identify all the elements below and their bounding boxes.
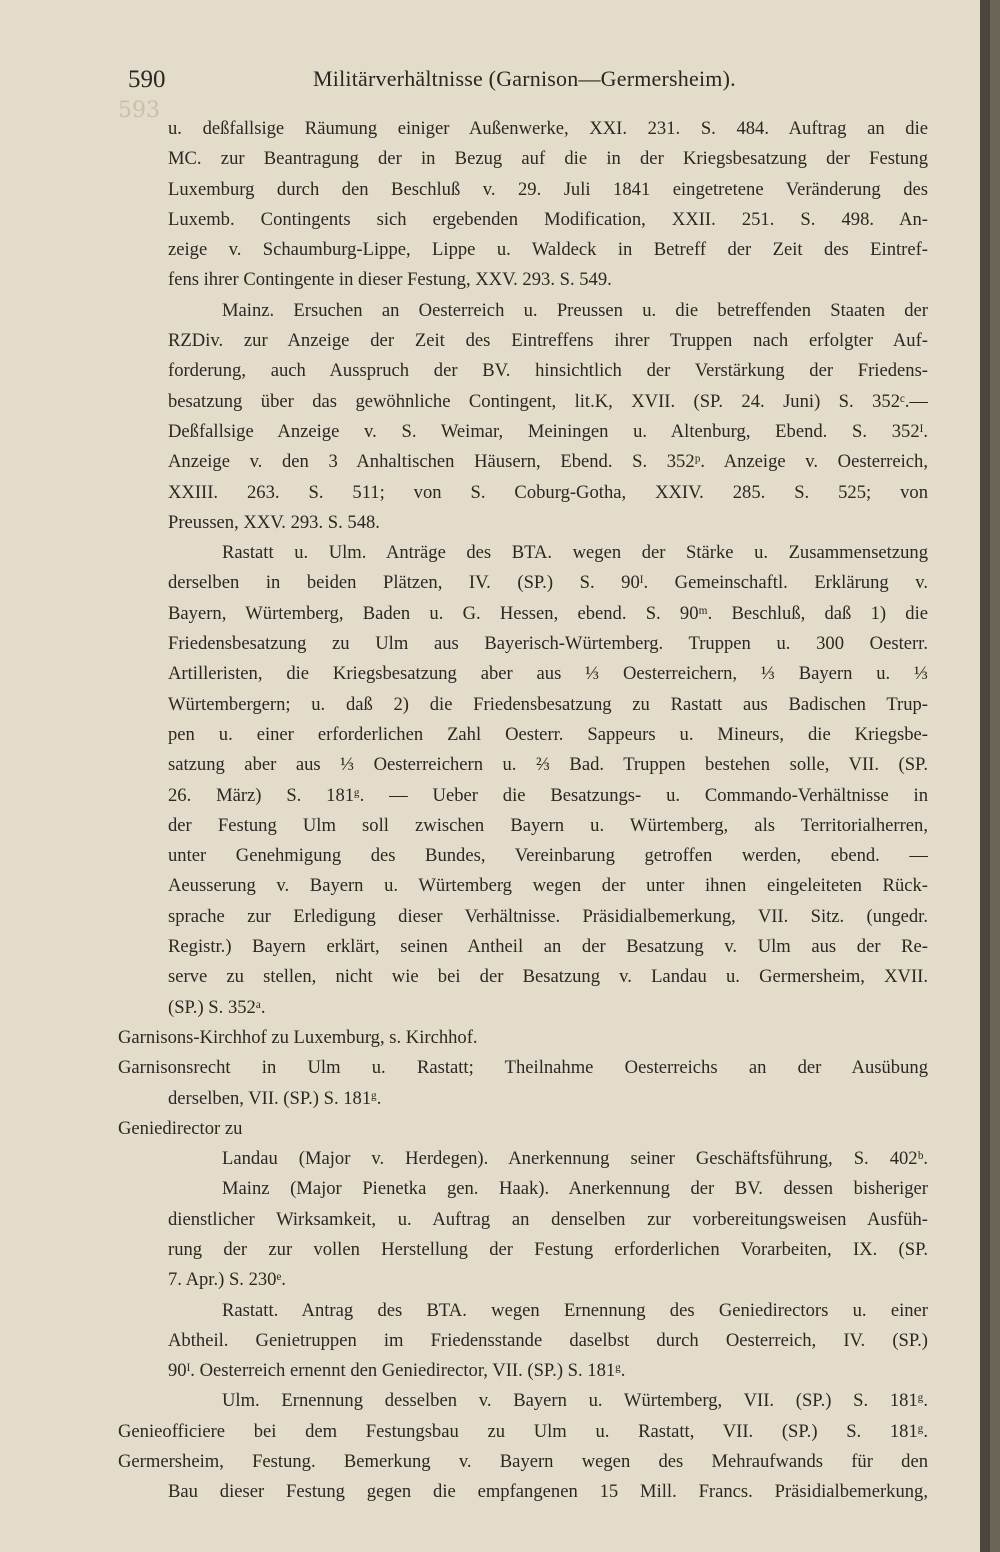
text-line: unter Genehmigung des Bundes, Vereinbarung getroffen werden, ebend. —	[168, 845, 928, 867]
text-line: 7. Apr.) S. 230ᵉ.	[168, 1269, 286, 1291]
subentry-ulm: Ulm. Ernennung desselben v. Bayern u. Würtemberg, VII. (SP.) S. 181ᵍ.	[222, 1390, 928, 1412]
text-line: Luxemburg durch den Beschluß v. 29. Juli 1841 eingetretene Veränderung des	[168, 178, 928, 200]
entry-rastatt-ulm: Rastatt u. Ulm. Anträge des BTA. wegen der Stärke u. Zusammensetzung	[222, 542, 928, 564]
text-line: XXIII. 263. S. 511; von S. Coburg-Gotha, XXIV. 285. S. 525; von	[168, 481, 928, 503]
text-line: Bau dieser Festung gegen die empfangenen 15 Mill. Francs. Präsidialbemerkung,	[168, 1481, 928, 1503]
text-line: fens ihrer Contingente in dieser Festung, XXV. 293. S. 549.	[168, 269, 612, 291]
text-line: serve zu stellen, nicht wie bei der Besatzung v. Landau u. Germersheim, XVII.	[168, 966, 928, 988]
text-line: satzung aber aus ⅓ Oesterreichern u. ⅔ Bad. Truppen bestehen solle, VII. (SP.	[168, 754, 928, 776]
entry-mainz: Mainz. Ersuchen an Oesterreich u. Preussen u. die betreffenden Staaten der	[222, 299, 928, 321]
text-line: dienstlicher Wirksamkeit, u. Auftrag an denselben zur vorbereitungsweisen Ausfüh-	[168, 1208, 928, 1230]
text-line: Registr.) Bayern erklärt, seinen Antheil an der Besatzung v. Ulm aus der Re-	[168, 936, 928, 958]
text-line: der Festung Ulm soll zwischen Bayern u. Würtemberg, als Territorialherren,	[168, 814, 928, 836]
text-line: pen u. einer erforderlichen Zahl Oesterr. Sappeurs u. Mineurs, die Kriegsbe-	[168, 723, 928, 745]
text-line: derselben, VII. (SP.) S. 181ᵍ.	[168, 1087, 382, 1109]
text-line: Luxemb. Contingents sich ergebenden Modification, XXII. 251. S. 498. An-	[168, 208, 928, 230]
page-number: 590	[128, 66, 166, 93]
text-line: rung der zur vollen Herstellung der Festung erforderlichen Vorarbeiten, IX. (SP.	[168, 1238, 928, 1260]
text-line: zeige v. Schaumburg-Lippe, Lippe u. Waldeck in Betreff der Zeit des Eintref-	[168, 239, 928, 261]
text-line: MC. zur Beantragung der in Bezug auf die in der Kriegsbesatzung der Festung	[168, 148, 928, 170]
text-line: Friedensbesatzung zu Ulm aus Bayerisch-Würtemberg. Truppen u. 300 Oesterr.	[168, 633, 928, 655]
page-edge-shadow	[980, 0, 990, 1552]
text-line: RZDiv. zur Anzeige der Zeit des Eintreffens ihrer Truppen nach erfolgter Auf-	[168, 330, 928, 352]
text-line: Deßfallsige Anzeige v. S. Weimar, Meiningen u. Altenburg, Ebend. S. 352ᴵ.	[168, 420, 928, 442]
text-line: Würtembergern; u. daß 2) die Friedensbesatzung zu Rastatt aus Badischen Trup-	[168, 693, 928, 715]
text-line: Abtheil. Genietruppen im Friedensstande daselbst durch Oesterreich, IV. (SP.)	[168, 1329, 928, 1351]
text-line: Anzeige v. den 3 Anhaltischen Häusern, Ebend. S. 352ᵖ. Anzeige v. Oesterreich,	[168, 451, 928, 473]
text-line: sprache zur Erledigung dieser Verhältnisse. Präsidialbemerkung, VII. Sitz. (ungedr.	[168, 905, 928, 927]
text-line: derselben in beiden Plätzen, IV. (SP.) S. 90ᴵ. Gemeinschaftl. Erklärung v.	[168, 572, 928, 594]
text-line: Artilleristen, die Kriegsbesatzung aber aus ⅓ Oesterreichern, ⅓ Bayern u. ⅓	[168, 663, 928, 685]
text-line: besatzung über das gewöhnliche Contingent, lit.K, XVII. (SP. 24. Juni) S. 352ᶜ.—	[168, 390, 928, 412]
entry-geniedirector: Geniedirector zu	[118, 1117, 243, 1139]
entry-garnisons-kirchhof: Garnisons-Kirchhof zu Luxemburg, s. Kirchhof.	[118, 1026, 478, 1048]
bleed-through-page-number: 593	[118, 98, 160, 123]
entry-genieofficiere: Genieofficiere bei dem Festungsbau zu Ulm u. Rastatt, VII. (SP.) S. 181ᵍ.	[118, 1420, 928, 1442]
text-line: Aeusserung v. Bayern u. Würtemberg wegen der unter ihnen eingeleiteten Rück-	[168, 875, 928, 897]
entry-garnisonsrecht: Garnisonsrecht in Ulm u. Rastatt; Theilnahme Oesterreichs an der Ausübung	[118, 1057, 928, 1079]
running-title: Militärverhältnisse (Garnison—Germersheim).	[313, 66, 736, 91]
text-line: Bayern, Würtemberg, Baden u. G. Hessen, ebend. S. 90ᵐ. Beschluß, daß 1) die	[168, 602, 928, 624]
text-line: 90ᴵ. Oesterreich ernennt den Geniedirector, VII. (SP.) S. 181ᵍ.	[168, 1360, 626, 1382]
subentry-landau: Landau (Major v. Herdegen). Anerkennung seiner Geschäftsführung, S. 402ᵇ.	[222, 1148, 928, 1170]
text-line: 26. März) S. 181ᵍ. — Ueber die Besatzungs- u. Commando-Verhältnisse in	[168, 784, 928, 806]
text-line: u. deßfallsige Räumung einiger Außenwerke, XXI. 231. S. 484. Auftrag an die	[168, 118, 928, 139]
text-line: Preussen, XXV. 293. S. 548.	[168, 511, 380, 533]
subentry-rastatt: Rastatt. Antrag des BTA. wegen Ernennung des Geniedirectors u. einer	[222, 1299, 928, 1321]
index-text	[118, 114, 928, 1508]
entry-germersheim: Germersheim, Festung. Bemerkung v. Bayern wegen des Mehraufwands für den	[118, 1451, 928, 1473]
page-header	[128, 66, 928, 106]
text-line: forderung, auch Ausspruch der BV. hinsichtlich der Verstärkung der Friedens-	[168, 360, 928, 382]
subentry-mainz: Mainz (Major Pienetka gen. Haak). Anerkennung der BV. dessen bisheriger	[222, 1178, 928, 1200]
text-line: (SP.) S. 352ᵃ.	[168, 996, 266, 1018]
